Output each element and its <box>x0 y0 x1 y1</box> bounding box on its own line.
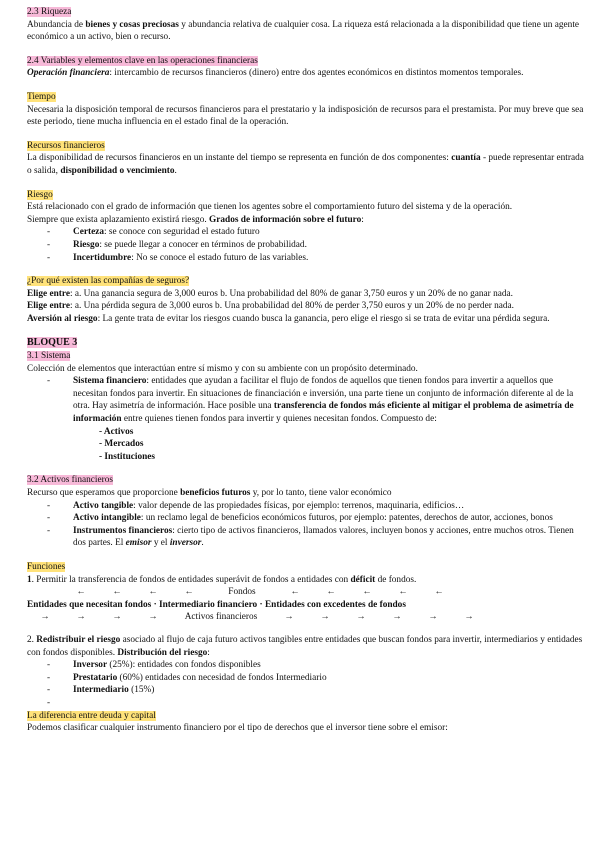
right-arrow-icon: → <box>112 612 122 623</box>
right-arrow-icon: → <box>356 612 366 623</box>
list-item: - Incertidumbre: No se conoce el estado futuro de las variables. <box>47 252 587 265</box>
section-title-tiempo: Tiempo <box>27 91 56 102</box>
list-item: - Instrumentos financieros: cierto tipo de activos financieros, llamados valores, incluyen bonos y acciones, entre muchos otros. Tienen dos partes. El emisor y el inversor. <box>47 525 587 550</box>
components-list <box>99 426 587 464</box>
right-arrow-icon: → <box>148 612 158 623</box>
section-title-seguros: ¿Por qué existen las compañías de seguros? <box>27 276 190 287</box>
document-page <box>27 6 587 735</box>
left-arrow-icon: ← <box>326 587 336 598</box>
paragraph-seguros-2: Elige entre: a. Una pérdida segura de 3,000 euros b. Una probabilidad del 80% de perder 3,750 euros y un 20% de no perder nada. <box>27 301 514 312</box>
left-arrow-icon: ← <box>290 587 300 598</box>
paragraph-funcion-1: 1. Permitir la transferencia de fondos de entidades superávit de fondos a entidades con déficit de fondos. <box>27 574 417 585</box>
paragraph-tiempo: Necesaria la disposición temporal de recursos financieros para el prestatario y la indisposición de recursos para el prestamista. Por muy breve que sea este periodo, tiene mucha influencia en el estado final de la operación. <box>27 104 584 128</box>
list-item: - Prestatario (60%) entidades con necesidad de fondos Intermediario <box>47 672 587 685</box>
left-arrow-icon: ← <box>362 587 372 598</box>
section-title-funciones: Funciones <box>27 561 66 572</box>
left-arrow-icon: ← <box>112 587 122 598</box>
left-arrow-icon: ← <box>148 587 158 598</box>
activos-list <box>27 500 587 550</box>
right-arrow-icon: → <box>392 612 402 623</box>
paragraph-seguros-1: Elige entre: a. Una ganancia segura de 3,000 euros b. Una probabilidad del 80% de ganar 3,750 euros y un 20% de no ganar nada. <box>27 288 513 299</box>
list-item: - Inversor (25%): entidades con fondos disponibles <box>47 659 587 672</box>
paragraph-funcion-2: 2. Redistribuir el riesgo asociado al flujo de caja futuro activos tangibles entre entidades que buscan fondos para invertir, intermediarios y entidades con fondos disponibles. Distribución del riesgo: <box>27 634 583 658</box>
distribucion-list <box>27 659 587 709</box>
bloque-heading: BLOQUE 3 <box>27 337 78 349</box>
paragraph-sistema: Colección de elementos que interactúan entre sí mismo y con su ambiente con un propósito determinado. <box>27 363 418 374</box>
right-arrow-icon: → <box>428 612 438 623</box>
list-item-empty <box>47 697 587 710</box>
paragraph-riqueza: Abundancia de bienes y cosas preciosas y abundancia relativa de cualquier cosa. La riqueza está relacionada a la disponibilidad que tiene un agente económico a un activo, bien o recurso. <box>27 19 580 43</box>
section-title-riqueza: 2.3 Riqueza <box>27 7 72 17</box>
section-title-riesgo: Riesgo <box>27 189 53 200</box>
list-item: - Sistema financiero: entidades que ayudan a facilitar el flujo de fondos de aquellos que tienen fondos para invertir a aquellos que necesitan fondos para invertir. En situaciones de financiación e inversión, una parte tiene un conjunto de información diferente al de la otra. Hay asimetría de información. Hace posible una transferencia de fondos más eficiente al mitigar el problema de asimetría de información entre quienes tienen fondos para invertir y quienes necesitan fondos. Compuesto de: <box>47 375 587 425</box>
right-arrow-icon: → <box>464 612 474 623</box>
list-item: - Intermediario (15%) <box>47 684 587 697</box>
left-arrow-icon: ← <box>184 587 194 598</box>
left-arrow-icon: ← <box>434 587 444 598</box>
list-item: - Certeza: se conoce con seguridad el estado futuro <box>47 226 587 239</box>
paragraph-deuda: Podemos clasificar cualquier instrumento financiero por el tipo de derechos que el inversor tiene sobre el emisor: <box>27 723 448 734</box>
section-title-deuda: La diferencia entre deuda y capital <box>27 710 156 721</box>
list-item: - Activos <box>99 426 134 437</box>
list-item: - Activo tangible: valor depende de las propiedades físicas, por ejemplo: terrenos, maquinaria, edificios… <box>47 500 587 513</box>
right-arrow-icon: → <box>284 612 294 623</box>
arrows-row-left <box>63 586 587 599</box>
paragraph-riesgo-2: Siempre que exista aplazamiento existirá riesgo. Grados de información sobre el futuro: <box>27 214 364 225</box>
list-item: - Riesgo: se puede llegar a conocer en términos de probabilidad. <box>47 239 587 252</box>
left-arrow-icon: ← <box>398 587 408 598</box>
paragraph-activos: Recurso que esperamos que proporcione beneficios futuros y, por lo tanto, tiene valor económico <box>27 488 392 498</box>
paragraph-operacion: Operación financiera: intercambio de recursos financieros (dinero) entre dos agentes económicos en distintos momentos temporales. <box>27 68 524 79</box>
fondos-label: Fondos <box>228 587 256 598</box>
list-item: - Instituciones <box>99 451 156 462</box>
section-title-activos: 3.2 Activos financieros <box>27 475 113 486</box>
right-arrow-icon: → <box>40 612 50 623</box>
sistema-list <box>27 375 587 425</box>
entities-line: Entidades que necesitan fondos · Intermediario financiero · Entidades con excedentes de fondos <box>27 599 406 610</box>
paragraph-recursos: La disponibilidad de recursos financieros en un instante del tiempo se representa en función de dos componentes: cuantía - puede representar entrada o salida, disponibilidad o vencimiento. <box>27 153 584 176</box>
list-item: - Activo intangible: un reclamo legal de beneficios económicos futuros, por ejemplo: patentes, derechos de autor, acciones, bonos <box>47 512 587 525</box>
section-title-variables: 2.4 Variables y elementos clave en las operaciones financieras <box>27 55 258 66</box>
riesgo-list <box>27 226 587 264</box>
section-title-sistema: 3.1 Sistema <box>27 351 71 362</box>
activos-financieros-label: Activos financieros <box>184 612 258 623</box>
paragraph-riesgo-1: Está relacionado con el grado de información que tienen los agentes sobre el comportamiento futuro del sistema y de la operación. <box>27 202 513 213</box>
section-title-recursos: Recursos financieros <box>27 140 105 151</box>
right-arrow-icon: → <box>76 612 86 623</box>
arrows-row-right <box>27 611 587 624</box>
list-item: - Mercados <box>99 439 144 450</box>
paragraph-seguros-3: Aversión al riesgo: La gente trata de evitar los riesgos cuando busca la ganancia, pero elige el riesgo si se trata de evitar una pérdida segura. <box>27 313 550 324</box>
left-arrow-icon: ← <box>76 587 86 598</box>
right-arrow-icon: → <box>320 612 330 623</box>
